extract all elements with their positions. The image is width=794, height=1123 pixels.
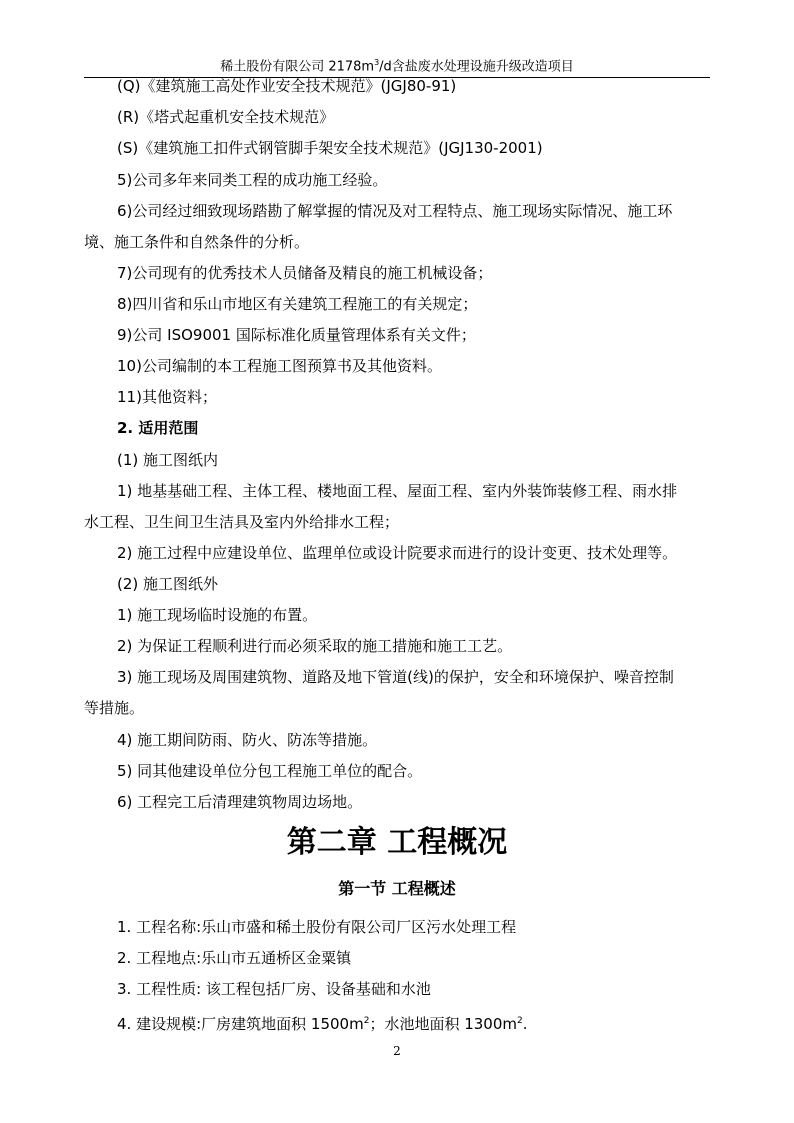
scope-outside-item-5: 5) 同其他建设单位分包工程施工单位的配合。 [117,762,423,780]
scope-inside-heading: (1) 施工图纸内 [117,451,219,469]
basis-item-6: 6)公司经过细致现场踏勘了解掌握的情况及对工程特点、施工现场实际情况、施工环 [117,202,673,220]
scope-outside-heading: (2) 施工图纸外 [117,575,219,593]
basis-item-5: 5)公司多年来同类工程的成功施工经验。 [117,171,388,189]
scope-outside-item-4: 4) 施工期间防雨、防火、防冻等措施。 [117,731,378,749]
running-header [84,54,710,78]
overview-item-4 [117,1011,528,1034]
header-text-tail: /d含盐废水处理设施升级改造项目 [379,59,574,75]
overview-item-4-end: . [522,1015,528,1033]
scope-heading: 2. 适用范围 [117,419,199,437]
scope-outside-item-6: 6) 工程完工后清理建筑物周边场地。 [117,793,363,811]
overview-item-4-text-2: ；水池地面积 1300m [369,1015,517,1033]
basis-item-10: 10)公司编制的本工程施工图预算书及其他资料。 [117,357,442,375]
chapter-title: 第二章 工程概况 [286,825,508,860]
basis-item-6-continued: 境、施工条件和自然条件的分析。 [84,233,310,251]
basis-item-9: 9)公司 ISO9001 国际标准化质量管理体系有关文件； [117,326,476,344]
scope-outside-item-1: 1) 施工现场临时设施的布置。 [117,606,318,624]
standard-item-q: (Q)《建筑施工高处作业安全技术规范》(JGJ80-91) [117,77,457,95]
standard-item-r: (R)《塔式起重机安全技术规范》 [117,108,335,126]
overview-item-4-text: 4. 建设规模:厂房建筑地面积 1500m [117,1015,364,1033]
overview-item-2: 2. 工程地点:乐山市五通桥区金粟镇 [117,949,352,967]
scope-inside-item-1: 1) 地基基础工程、主体工程、楼地面工程、屋面工程、室内外装饰装修工程、雨水排 [117,482,678,500]
scope-outside-item-3-continued: 等措施。 [84,699,145,717]
scope-outside-item-2: 2) 为保证工程顺利进行而必须采取的施工措施和施工工艺。 [117,637,513,655]
overview-item-3: 3. 工程性质: 该工程包括厂房、设备基础和水池 [117,980,431,998]
header-superscript: 3 [374,58,380,67]
standard-item-s: (S)《建筑施工扣件式钢管脚手架安全技术规范》(JGJ130-2001) [117,139,543,157]
header-text: 稀土股份有限公司 2178m [220,59,375,75]
basis-item-11: 11)其他资料； [117,388,217,406]
scope-outside-item-3: 3) 施工现场及周围建筑物、道路及地下管道(线)的保护，安全和环境保护、噪音控制 [117,668,674,686]
page-number: 2 [393,1044,401,1058]
scope-inside-item-2: 2) 施工过程中应建设单位、监理单位或设计院要求而进行的设计变更、技术处理等。 [117,544,678,562]
basis-item-7: 7)公司现有的优秀技术人员储备及精良的施工机械设备； [117,264,493,282]
section-title: 第一节 工程概述 [338,879,456,898]
basis-item-8: 8)四川省和乐山市地区有关建筑工程施工的有关规定； [117,295,478,313]
overview-item-1: 1. 工程名称:乐山市盛和稀土股份有限公司厂区污水处理工程 [117,918,517,936]
scope-inside-item-1-continued: 水工程、卫生间卫生洁具及室内外给排水工程； [84,513,400,531]
area-unit-superscript-2: 2 [517,1016,523,1026]
area-unit-superscript: 2 [363,1016,370,1026]
